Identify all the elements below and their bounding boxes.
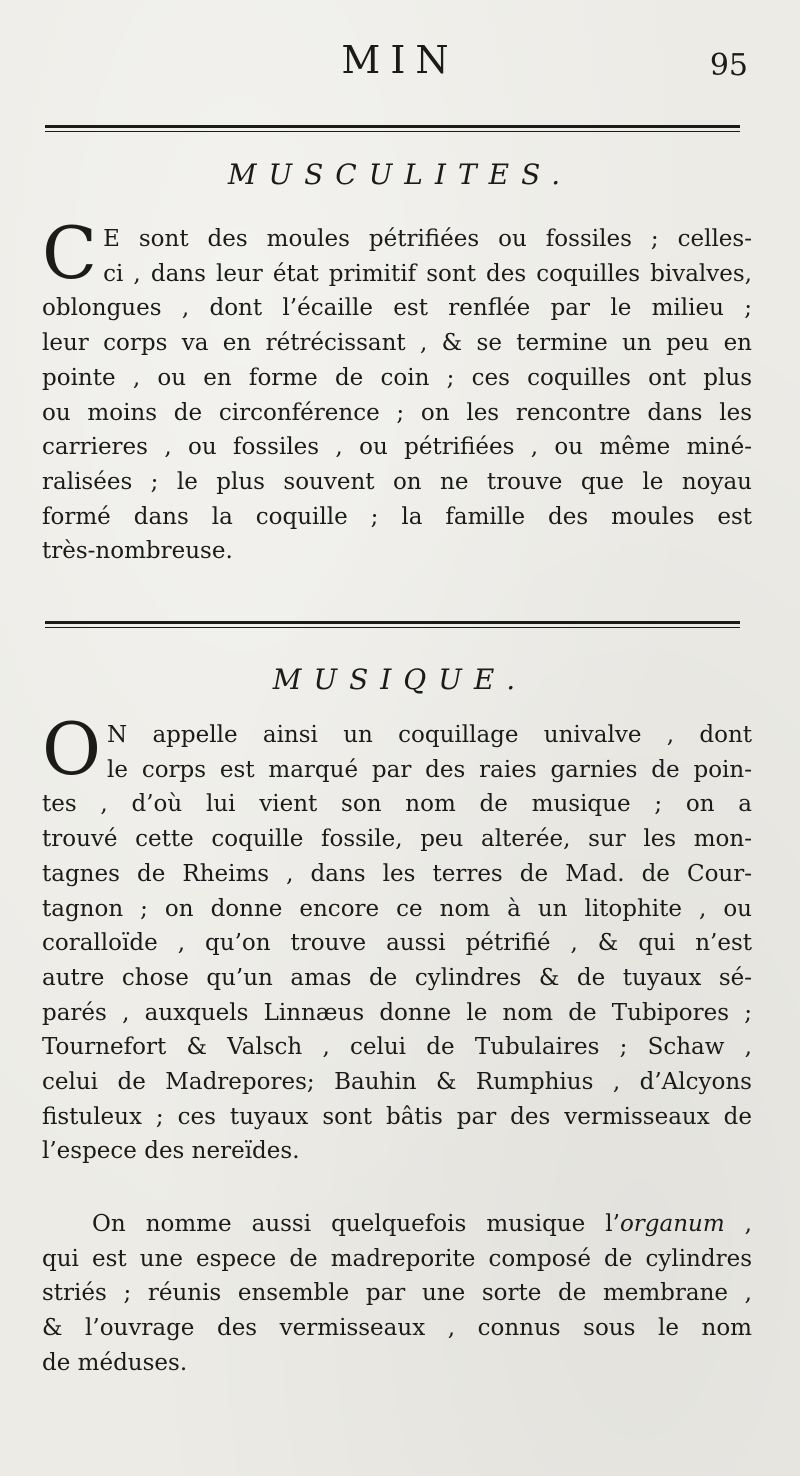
text-line-rest: N appelle ainsi un coquillage univalve , dont	[107, 722, 752, 748]
text-line	[42, 1207, 752, 1242]
section-rule	[45, 621, 740, 624]
text-line: fistuleux ; ces tuyaux sont bâtis par des vermisseaux de	[42, 1103, 752, 1130]
article-paragraph-organum	[42, 1207, 752, 1381]
running-head-title: MIN	[341, 38, 459, 82]
text-line: tagnon ; on donne encore ce nom à un litophite , ou	[42, 895, 752, 922]
text-line: tagnes de Rheims , dans les terres de Mad. de Cour-	[42, 860, 752, 887]
text-line: tes , d’où lui vient son nom de musique ; on a	[42, 791, 752, 818]
text-line: striés ; réunis ensemble par une sorte de membrane ,	[42, 1280, 752, 1307]
text-line: leur corps va en rétrécissant , & se termine un peu en	[42, 330, 752, 357]
text-segment: ,	[724, 1211, 752, 1237]
text-line: formé dans la coquille ; la famille des moules est	[42, 503, 752, 530]
header-rule	[45, 125, 740, 128]
text-line: celui de Madrepores; Bauhin & Rumphius , d’Alcyons	[42, 1069, 752, 1096]
text-line: & l’ouvrage des vermisseaux , connus sous le nom	[42, 1315, 752, 1342]
text-segment: On nomme aussi quelquefois musique l’	[92, 1211, 620, 1237]
article-title-musculites: MUSCULITES.	[227, 158, 573, 191]
text-line: ci , dans leur état primitif sont des coquilles bivalves,	[103, 260, 752, 287]
text-line: de méduses.	[42, 1349, 188, 1376]
page-number: 95	[709, 48, 748, 83]
text-line: autre chose qu’un amas de cylindres & de tuyaux sé-	[42, 964, 752, 991]
text-line: qui est une espece de madreporite composé de cylindres	[42, 1245, 752, 1272]
text-line: ou moins de circonférence ; on les rencontre dans les	[42, 399, 752, 426]
text-line: très-nombreuse.	[42, 538, 233, 565]
article-title-musique: MUSIQUE.	[272, 663, 528, 696]
article-body-musique	[42, 707, 752, 1169]
text-line: Tournefort & Valsch , celui de Tubulaires ; Schaw ,	[42, 1034, 752, 1061]
drop-cap: C	[42, 211, 98, 295]
text-line: oblongues , dont l’écaille est renflée par le milieu ;	[42, 295, 752, 322]
text-line: parés , auxquels Linnæus donne le nom de Tubipores ;	[42, 999, 752, 1026]
text-line: carrieres , ou fossiles , ou pétrifiées , ou même miné-	[42, 434, 752, 461]
text-line: ralisées ; le plus souvent on ne trouve que le noyau	[42, 468, 752, 495]
italic-term: organum	[619, 1211, 725, 1237]
text-line: coralloïde , qu’on trouve aussi pétrifié , & qui n’est	[42, 930, 752, 957]
article-body-musculites	[42, 211, 752, 569]
text-line-rest: E sont des moules pétrifiées ou fossiles ; celles-	[103, 226, 752, 252]
text-line: trouvé cette coquille fossile, peu alterée, sur les mon-	[42, 826, 752, 853]
drop-cap: O	[42, 707, 102, 791]
text-line: l’espece des nereïdes.	[42, 1138, 300, 1165]
text-line: pointe , ou en forme de coin ; ces coquilles ont plus	[42, 364, 752, 391]
running-head	[0, 38, 800, 98]
text-line: le corps est marqué par des raies garnies de poin-	[107, 756, 752, 783]
